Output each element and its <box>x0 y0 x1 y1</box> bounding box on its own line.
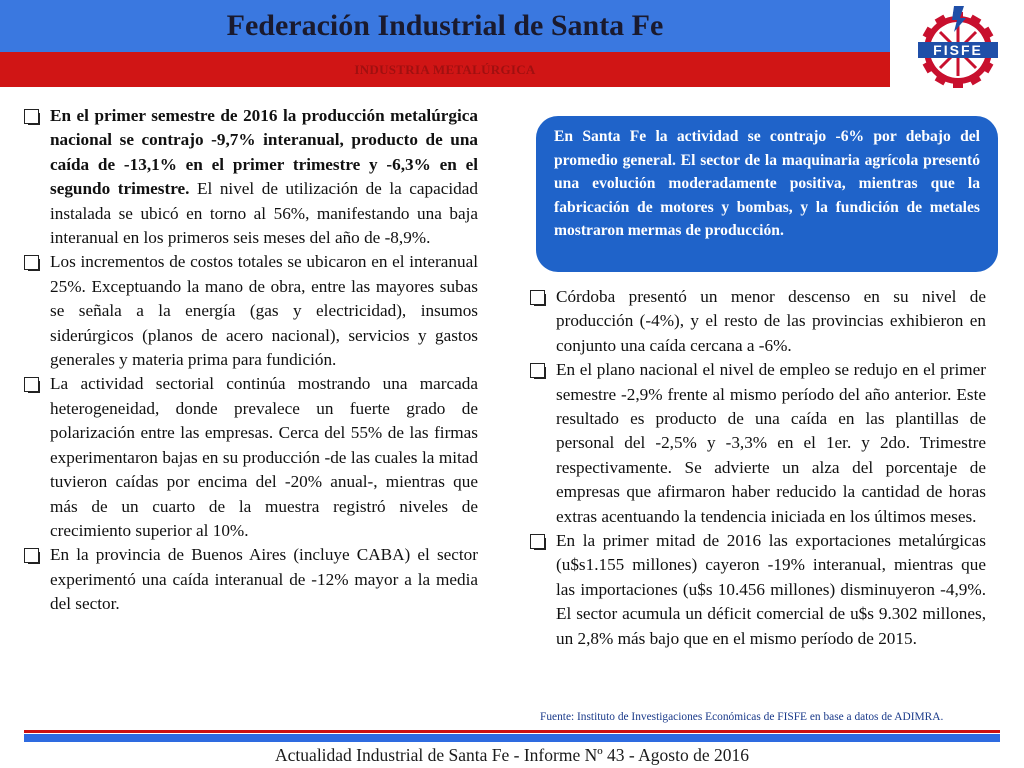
checkbox-bullet-icon <box>530 290 545 305</box>
page-subtitle: INDUSTRIA METALÚRGICA <box>354 62 536 77</box>
checkbox-bullet-icon <box>24 548 39 563</box>
right-column <box>522 285 986 651</box>
list-item-text: En la primer mitad de 2016 las exportaciones metalúrgicas (u$s1.155 millones) cayeron -19% interanual, mientras que las importaciones (u$s 10.456 millones) disminuyeron -4,9%. El sector acumula un déficit comercial de u$s 9.302 millones, un 2,8% más bajo que en el mismo período de 2015. <box>556 531 986 648</box>
footer-divider-red <box>24 730 1000 733</box>
checkbox-bullet-icon <box>24 109 39 124</box>
list-item-text: La actividad sectorial continúa mostrando una marcada heterogeneidad, donde prevalece un fuerte grado de polarización entre las empresas. Cerca del 55% de las firmas experimentaron bajas en su producción -de las cuales la mitad tuvieron caídas por encima del -20% anual-, mientras que más de un cuarto de la muestra registró niveles de crecimiento superior al 10%. <box>50 374 478 540</box>
checkbox-bullet-icon <box>24 255 39 270</box>
fisfe-gear-logo-icon <box>900 4 1020 88</box>
list-item-text: En el plano nacional el nivel de empleo se redujo en el primer semestre -2,9% frente al mismo período del año anterior. Este resultado es producto de una caída en las plantillas de personal del -2,5% y -3,3% en el 1er. y 2do. Trimestre respectivamente. Se advierte un alza del porcentaje de empresas que afirmaron haber reducido la cantidad de horas extras acentuando la tendencia iniciada en los últimos meses. <box>556 360 986 526</box>
list-item <box>16 250 478 372</box>
list-item <box>522 285 986 358</box>
checkbox-bullet-icon <box>24 377 39 392</box>
list-item-text: En la provincia de Buenos Aires (incluye CABA) el sector experimentó una caída interanual de -12% mayor a la media del sector. <box>50 545 478 614</box>
footer-text: Actualidad Industrial de Santa Fe - Informe Nº 43 - Agosto de 2016 <box>275 745 749 765</box>
list-item <box>16 104 478 250</box>
checkbox-bullet-icon <box>530 534 545 549</box>
list-item-bold-text: En el primer semestre de 2016 la producción metalúrgica nacional se contrajo -9,7% interanual, producto de una caída de -13,1% en el primer trimestre y -6,3% en el segundo trimestre. <box>50 106 478 199</box>
source-note: Fuente: Instituto de Investigaciones Económicas de FISFE en base a datos de ADIMRA. <box>540 711 944 723</box>
list-item <box>16 543 478 616</box>
footer-divider-blue <box>24 734 1000 742</box>
page-title: Federación Industrial de Santa Fe <box>226 9 664 42</box>
list-item-text: El nivel de utilización de la capacidad instalada se ubicó en torno al 56%, manifestando una baja interanual en los primeros seis meses del año de -8,9%. <box>50 179 479 248</box>
left-column <box>16 104 478 617</box>
svg-text:FISFE: FISFE <box>933 42 983 58</box>
list-item <box>522 358 986 529</box>
list-item <box>522 529 986 651</box>
list-item <box>16 372 478 543</box>
checkbox-bullet-icon <box>530 363 545 378</box>
santa-fe-callout: En Santa Fe la actividad se contrajo -6% por debajo del promedio general. El sector de la maquinaria agrícola presentó una evolución moderadamente positiva, mientras que la fabricación de motores y bombas, y la fundición de metales mostraron mermas de producción. <box>536 116 998 272</box>
list-item-text: Los incrementos de costos totales se ubicaron en el interanual 25%. Exceptuando la mano de obra, entre las mayores subas se señala a la energía (gas y electricidad), insumos siderúrgicos (planos de acero nacional), servicios y gastos generales y materia prima para fundición. <box>50 252 478 370</box>
list-item-text: Córdoba presentó un menor descenso en su nivel de producción (-4%), y el resto de las provincias exhibieron en conjunto una caída cercana a -6%. <box>556 287 986 355</box>
